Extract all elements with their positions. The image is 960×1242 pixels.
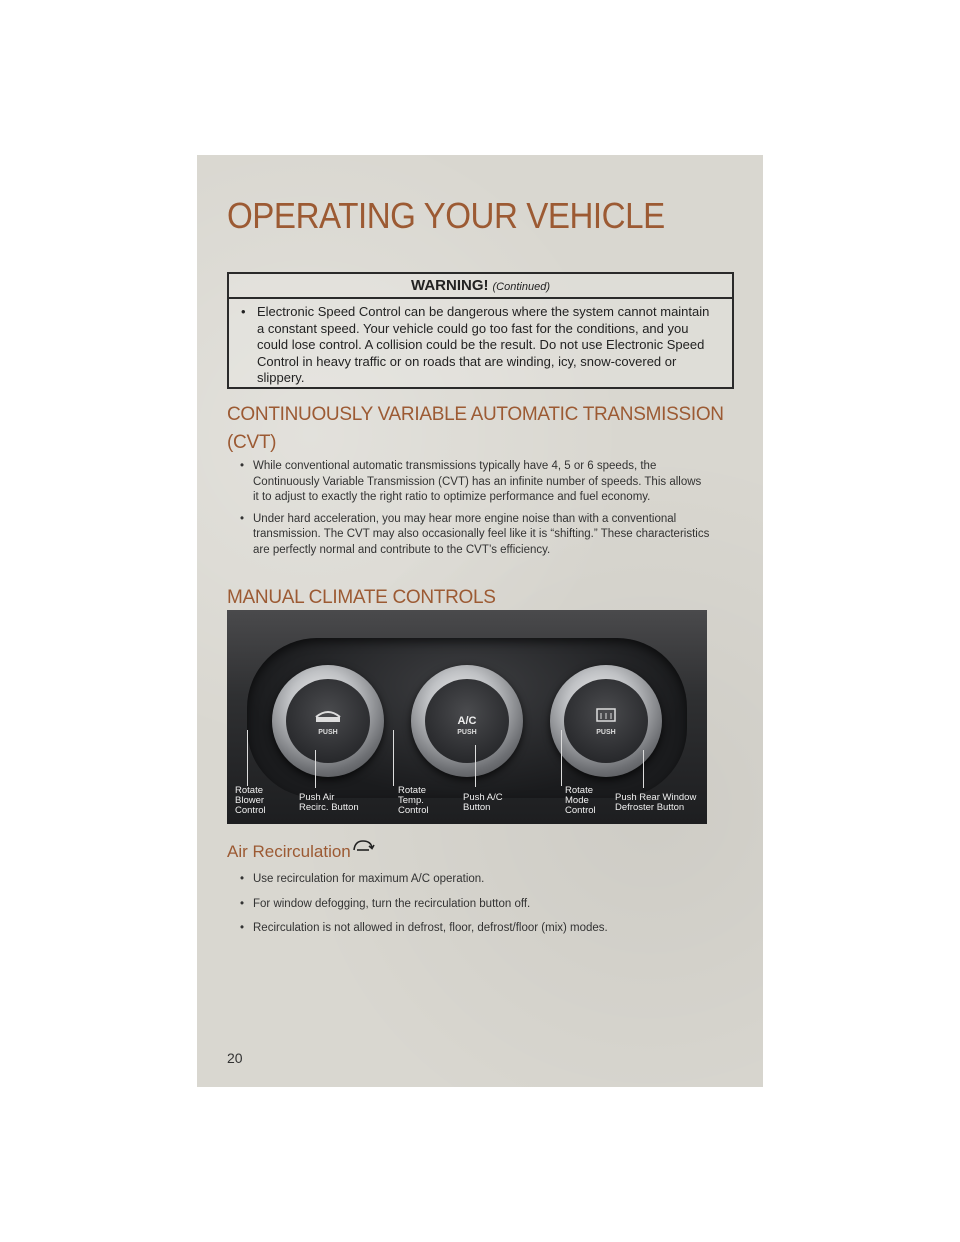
climate-controls-photo <box>227 610 707 824</box>
label-line: Push Air <box>299 792 335 803</box>
page-number: 20 <box>227 1050 243 1066</box>
leader-line <box>393 730 394 786</box>
label-temp <box>398 786 429 816</box>
blower-push-text: PUSH <box>318 729 338 736</box>
blower-knob-face <box>286 679 370 763</box>
label-line: Push Rear Window <box>615 792 697 803</box>
list-item: • Under hard acceleration, you may hear more engine noise than with a conventional transmission. The CVT may also occasionally feel like it is “shifting.” These characteristics are perfectly normal and contribute to the CVT’s efficiency. <box>240 512 710 559</box>
label-mode <box>565 786 596 816</box>
list-item: • Use recirculation for maximum A/C operation. <box>240 872 710 888</box>
leader-line <box>315 750 316 788</box>
label-line: Defroster Button <box>615 802 685 813</box>
label-line: Rotate <box>398 785 426 796</box>
label-line: Mode <box>565 795 589 806</box>
recirc-car-icon <box>286 679 370 763</box>
air-recirculation-heading: Air Recirculation <box>227 842 351 861</box>
label-recirc <box>299 793 359 813</box>
label-line: Control <box>235 805 266 816</box>
warning-heading <box>229 274 732 299</box>
leader-line <box>561 730 562 786</box>
warning-text: Electronic Speed Control can be dangerous where the system cannot maintain a constant speed. Your vehicle could go too fast for the conditions, and you could lose control. A collision could be the result. Do not use Electronic Speed Control in heavy traffic or on roads that are winding, icy, snow-covered or slippery. <box>257 304 710 385</box>
temp-knob-face <box>425 679 509 763</box>
label-line: Rotate <box>235 785 263 796</box>
recirculation-icon <box>351 838 375 854</box>
warning-body <box>229 299 732 387</box>
mode-knob-face <box>564 679 648 763</box>
label-line: Recirc. Button <box>299 802 359 813</box>
label-line: Control <box>565 805 596 816</box>
rear-defrost-icon <box>564 679 648 763</box>
label-blower <box>235 786 266 816</box>
manual-page <box>197 155 763 1087</box>
warning-title: WARNING! <box>411 277 489 294</box>
label-line: Temp. <box>398 795 424 806</box>
blower-knob <box>272 665 384 777</box>
warning-bullet: • <box>241 304 246 319</box>
defrost-push-text: PUSH <box>596 729 616 736</box>
list-item: • For window defogging, turn the recirculation button off. <box>240 897 710 913</box>
ac-text: A/C <box>457 715 477 727</box>
leader-line <box>247 730 248 786</box>
air-bullet-list <box>240 872 710 943</box>
list-item: • While conventional automatic transmissions typically have 4, 5 or 6 speeds, the Continuously Variable Transmission (CVT) has an infinite number of speeds. This allows it to adjust to exactly the right ratio to optimize performance and fuel economy. <box>240 459 710 506</box>
label-line: Control <box>398 805 429 816</box>
cvt-bullet-list <box>240 459 710 564</box>
warning-continued: (Continued) <box>492 281 550 293</box>
leader-line <box>643 750 644 788</box>
cvt-heading <box>227 403 724 455</box>
warning-box <box>227 272 734 389</box>
cvt-heading-line1: CONTINUOUSLY VARIABLE AUTOMATIC TRANSMISSION <box>227 404 724 425</box>
leader-line <box>475 745 476 787</box>
label-line: Button <box>463 802 491 813</box>
temp-knob <box>411 665 523 777</box>
cvt-heading-line2: (CVT) <box>227 432 277 453</box>
mode-knob <box>550 665 662 777</box>
list-item: • Recirculation is not allowed in defrost, floor, defrost/floor (mix) modes. <box>240 921 710 937</box>
climate-heading: MANUAL CLIMATE CONTROLS <box>227 587 496 608</box>
label-ac <box>463 793 503 813</box>
label-line: Rotate <box>565 785 593 796</box>
ac-push-text: PUSH <box>457 729 477 736</box>
label-defroster <box>615 793 696 813</box>
label-line: Blower <box>235 795 265 806</box>
section-header: OPERATING YOUR VEHICLE <box>227 195 665 236</box>
label-line: Push A/C <box>463 792 503 803</box>
